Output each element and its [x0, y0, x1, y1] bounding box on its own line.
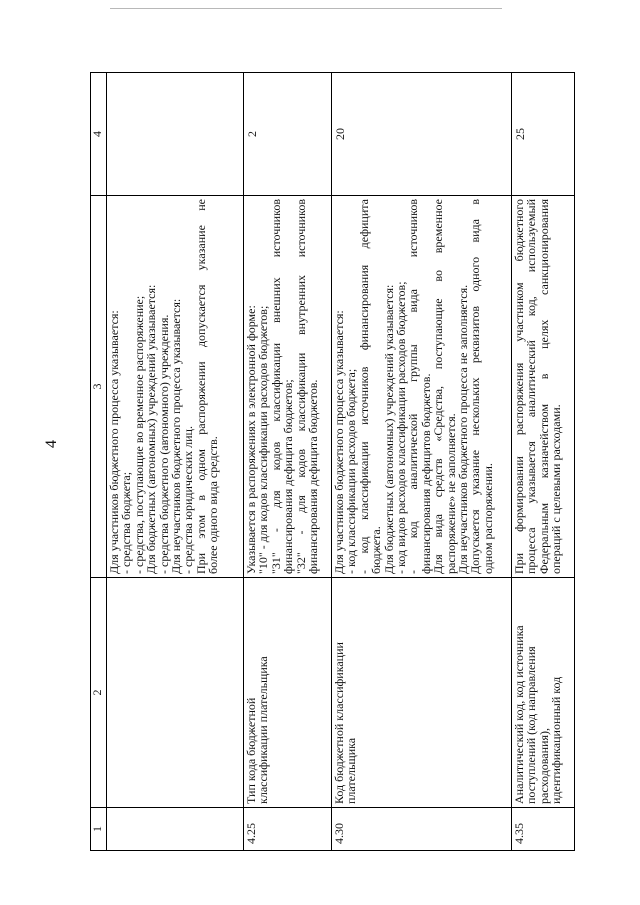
description-line: Для бюджетных (автономных) учреждений указывается: [144, 284, 159, 574]
header-col-4: 4 [91, 73, 107, 196]
description-line: - средства юридических лиц. [181, 426, 196, 574]
description-line: Федеральным казначейством в целях санкционирования [536, 199, 551, 574]
row-description [107, 196, 244, 578]
description-line: Указывается в распоряжениях в электронной форме: [244, 305, 258, 574]
description-line: Для участников бюджетного процесса указывается: [107, 310, 121, 574]
header-col-1: 1 [91, 808, 107, 851]
description-line: При формировании распоряжения участником бюджетного [512, 199, 526, 574]
description-line: финансирования дефицита бюджетов. [306, 379, 321, 574]
description-line: финансирования дефицита бюджетов; [281, 379, 296, 574]
description-line: процесса указывается аналитический код, используемый [524, 199, 539, 574]
row-description [512, 196, 575, 578]
top-rule [110, 8, 502, 9]
row-code: 4.35 [512, 808, 575, 851]
description-line: Для неучастников бюджетного процесса не заполняется. [456, 284, 471, 574]
rotated-sheet [90, 73, 575, 851]
description-line: - код классификации источников финансирования дефицита [356, 199, 371, 574]
row-value: 2 [244, 73, 332, 196]
table-row [244, 73, 332, 851]
name-line: поступлений (код направления [524, 646, 539, 804]
description-line: - средства, поступающие во временное распоряжение; [131, 295, 146, 574]
name-line: плательщика [344, 737, 359, 804]
page-number: 4 [43, 440, 60, 448]
row-value: 25 [512, 73, 575, 196]
description-line: Для неучастников бюджетного процесса указывается: [169, 298, 184, 574]
row-code: 4.30 [332, 808, 512, 851]
row-description [332, 196, 512, 578]
name-line: идентификационный код [549, 676, 564, 804]
table-row [332, 73, 512, 851]
description-line: более одного вида средств. [206, 436, 221, 574]
description-line: "31" - для кодов классификации внешних источников [268, 199, 283, 574]
table-row [107, 73, 244, 851]
name-line: расходования), [536, 728, 551, 804]
description-line: При этом в одном распоряжении допускается указание не [193, 199, 208, 574]
description-line: операций с целевыми расходами. [549, 404, 564, 574]
description-line: Для бюджетных (автономных) учреждений указывается: [381, 284, 396, 574]
description-line: - код классификации расходов бюджета; [344, 368, 359, 574]
row-code: 4.25 [244, 808, 332, 851]
row-description [244, 196, 332, 578]
description-line: финансирования дефицитов бюджетов. [418, 373, 433, 574]
description-line: Для участников бюджетного процесса указывается: [332, 310, 346, 574]
description-line: Для вида средств «Средства, поступающие во временное [431, 199, 446, 574]
description-line: Допускается указание нескольких реквизитов одного вида в [468, 199, 483, 574]
description-line: бюджета. [369, 526, 384, 574]
requisites-table [90, 72, 575, 851]
description-line: распоряжение» не заполняется. [443, 413, 458, 574]
description-line: - код аналитической группы вида источников [406, 199, 421, 574]
description-line: - код видов расходов классификации расходов бюджетов; [394, 281, 409, 574]
row-name [107, 578, 244, 808]
name-line: Тип кода бюджетной [244, 697, 258, 804]
row-name [512, 578, 575, 808]
description-line: одном распоряжении. [480, 463, 495, 574]
description-line: - средства бюджета; [119, 471, 134, 574]
description-line: - средства бюджетного (автономного) учреждения. [156, 314, 171, 574]
row-name [244, 578, 332, 808]
name-line: классификации плательщика [256, 656, 271, 804]
header-row [91, 73, 107, 851]
table-row [512, 73, 575, 851]
row-code [107, 808, 244, 851]
row-value [107, 73, 244, 196]
header-col-2: 2 [91, 578, 107, 808]
name-line: Код бюджетной классификации [332, 642, 346, 804]
row-value: 20 [332, 73, 512, 196]
name-line: Аналитический код, код источника [512, 625, 526, 804]
description-line: "10" - для кодов классификации расходов бюджетов; [256, 305, 271, 574]
header-col-3: 3 [91, 196, 107, 578]
row-name [332, 578, 512, 808]
description-line: "32" - для кодов классификации внутренних источников [293, 199, 308, 574]
